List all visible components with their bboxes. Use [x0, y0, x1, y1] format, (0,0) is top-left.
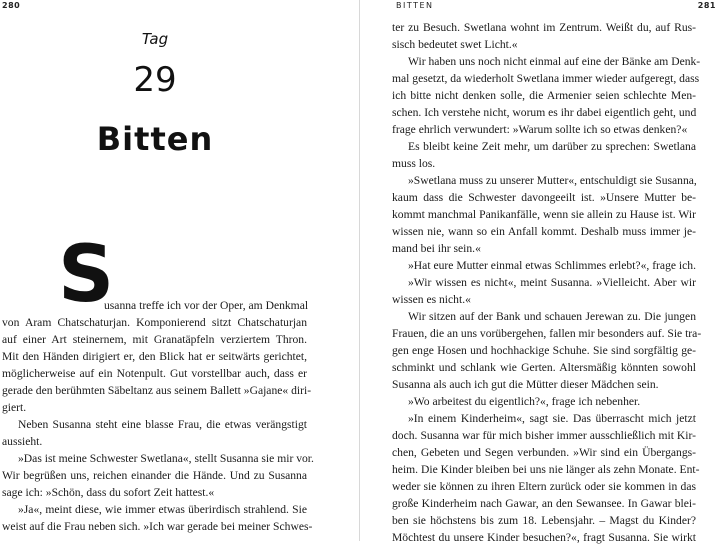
text-line: Mit den Händen dirigiert er, den Blick hat er seitwärts gerichtet, [2, 350, 307, 363]
text-line: giert. [2, 401, 27, 414]
text-line: »Wo arbeitest du eigentlich?«, frage ich nebenher. [408, 395, 641, 408]
text-line: wissen nie, wann so ein Anfall kommt. Deshalb muss immer je- [392, 225, 696, 238]
text-line: weder sie können zu ihren Eltern zurück oder sie kommen in das [392, 480, 696, 493]
text-line: Frauen, die an uns vorübergehen, fallen mir besonders auf. Sie tra- [392, 327, 702, 340]
text-line: kaum dass die Schwester davongeeilt ist. »Unsere Mutter be- [392, 191, 696, 204]
chapter-number: 29 [133, 60, 177, 100]
text-line: chen, Gebeten und Segen verbunden. »Wir sind ein Übergangs- [392, 446, 696, 459]
page-gutter [359, 0, 360, 541]
text-line: Möchtest du unsere Kinder besuchen?«, fragt Susanna. Sie wirkt [392, 531, 696, 544]
chapter-title: Bitten [96, 120, 214, 158]
text-line: große Kinderheim nach Gawar, an den Sewansee. In Gawar blei- [392, 497, 696, 510]
text-line: ter zu Besuch. Swetlana wohnt im Zentrum. Weißt du, auf Rus- [392, 21, 696, 34]
text-line: weist auf die Frau neben sich. »Ich war gerade bei meiner Schwes- [2, 520, 313, 533]
text-line: ben sie höchstens bis zum 18. Lebensjahr. – Magst du Kinder? [392, 514, 696, 527]
text-line: »Ja«, meint diese, wie immer etwas überirdisch strahlend. Sie [18, 503, 307, 516]
text-line: Wir begrüßen uns, reichen einander die Hände. Und zu Susanna [2, 469, 307, 482]
text-line: »Das ist meine Schwester Swetlana«, stellt Susanna sie mir vor. [18, 452, 314, 465]
text-line: »In einem Kinderheim«, sagt sie. Das überrascht mich jetzt [408, 412, 696, 425]
text-line: ich bitte nicht denken solle, die Armenier seien schlechte Men- [392, 89, 696, 102]
text-line: gen enge Hosen und hochhackige Schuhe. Sie sind sorgfältig ge- [392, 344, 696, 357]
right-page-number: 281 [697, 1, 716, 10]
text-line: sage ich: »Schön, dass du sofort Zeit hattest.« [2, 486, 215, 499]
text-line: heim. Die Kinder bleiben bei uns nie länger als zehn Monate. Ent- [392, 463, 700, 476]
text-line: Es bleibt keine Zeit mehr, um darüber zu sprechen: Swetlana [408, 140, 696, 153]
text-line: »Swetlana muss zu unserer Mutter«, entschuldigt sie Susanna, [408, 174, 697, 187]
text-line: gerade den berühmten Säbeltanz aus seinem Ballett »Gajane« diri- [2, 384, 312, 397]
text-line: sisch bedeutet swet Licht.« [392, 38, 518, 51]
text-line: Neben Susanna steht eine blasse Frau, die etwas verängstigt [18, 418, 307, 431]
text-line: möglicherweise auf ein Notenpult. Gut vorstellbar auch, dass er [2, 367, 307, 380]
text-line: muss los. [392, 157, 436, 170]
text-line: Susanna als auch ich gut die Mütter dieser Mädchen sein. [392, 378, 659, 391]
chapter-label: Tag [141, 30, 169, 48]
text-line: aussieht. [2, 435, 43, 448]
text-line: von Aram Chatschaturjan. Komponierend sitzt Chatschaturjan [2, 316, 307, 329]
text-line: auf einer Art steinernem, mit Granatäpfeln verziertem Thron. [2, 333, 307, 346]
running-head: BITTEN [396, 1, 434, 10]
text-line: schen. Ich verstehe nicht, worum es ihr dabei eigentlich geht, und [392, 106, 697, 119]
text-line: Wir haben uns noch nicht einmal auf eine der Bänke am Denk- [408, 55, 701, 68]
text-line: doch. Susanna war für mich bisher immer ausschließlich mit Kir- [392, 429, 696, 442]
text-line: »Wir wissen es nicht«, meint Susanna. »Vielleicht. Aber wir [408, 276, 696, 289]
text-line: mand bei ihr sein.« [392, 242, 481, 255]
text-line: usanna treffe ich vor der Oper, am Denkmal [104, 299, 309, 312]
drop-cap: S [58, 230, 115, 320]
text-line: schminkt und schlank wie Gerten. Altersmäßig könnten sowohl [392, 361, 696, 374]
text-line: kommt manchmal Panikanfälle, wenn sie allein zu Hause ist. Wir [392, 208, 696, 221]
text-line: »Hat eure Mutter einmal etwas Schlimmes erlebt?«, frage ich. [408, 259, 696, 272]
text-line: Wir sitzen auf der Bank und schauen Jerewan zu. Die jungen [408, 310, 696, 323]
left-page-number: 280 [2, 1, 21, 10]
text-line: mal gesetzt, da wiederholt Swetlana immer wieder aufgeregt, dass [392, 72, 700, 85]
text-line: wissen es nicht.« [392, 293, 471, 306]
text-line: frage ehrlich verwundert: »Warum sollte ich so etwas denken?« [392, 123, 688, 136]
